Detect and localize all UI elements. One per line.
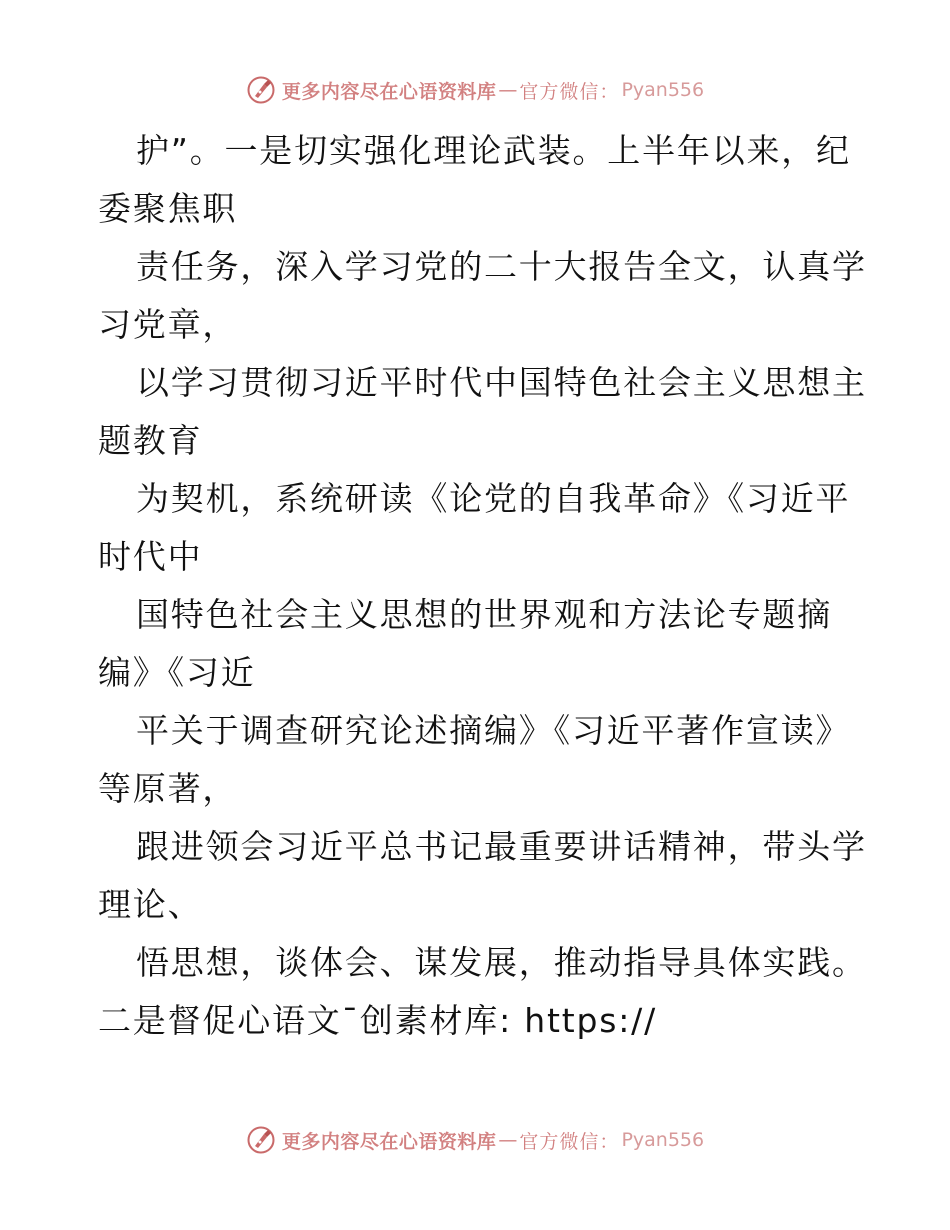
pen-nib-circle-icon [246, 1125, 276, 1155]
watermark-header [0, 70, 950, 110]
text-line: 理论、 [98, 885, 203, 924]
watermark-wechat-id: Pyan556 [621, 1129, 705, 1151]
text-line: 二是督促心语文¯创素材库: https:// [98, 1001, 657, 1040]
watermark-text: 更多内容尽在心语资料库 [281, 1130, 497, 1153]
text-line: 护”。一是切实强化理论武装。上半年以来，纪 [136, 131, 851, 170]
watermark-text: 更多内容尽在心语资料库 [281, 80, 497, 103]
body-text [98, 122, 867, 1050]
text-line: 委聚焦职 [98, 189, 238, 228]
text-line: 国特色社会主义思想的世界观和方法论专题摘 [136, 595, 832, 634]
text-line: 责任务，深入学习党的二十大报告全文，认真学 [136, 247, 867, 286]
watermark-wechat-label: 官方微信： [519, 80, 620, 103]
watermark-dash: — [498, 79, 518, 101]
text-line: 编》《习近 [98, 653, 256, 692]
watermark-dash: — [498, 1129, 518, 1151]
text-line: 跟进领会习近平总书记最重要讲话精神，带头学 [136, 827, 867, 866]
text-line: 以学习贯彻习近平时代中国特色社会主义思想主 [136, 363, 867, 402]
text-line: 题教育 [98, 421, 203, 460]
watermark-wechat-id: Pyan556 [621, 79, 705, 101]
text-line: 时代中 [98, 537, 203, 576]
text-line: 为契机，系统研读《论党的自我革命》《习近平 [136, 479, 851, 518]
text-line: 习党章， [98, 305, 238, 344]
text-line: 等原著， [98, 769, 238, 808]
watermark-wechat-label: 官方微信： [519, 1130, 620, 1153]
text-line: 平关于调查研究论述摘编》《习近平著作宣读》 [136, 711, 851, 750]
watermark-footer [0, 1120, 950, 1160]
pen-nib-circle-icon [246, 75, 276, 105]
text-line: 悟思想，谈体会、谋发展，推动指导具体实践。 [136, 943, 867, 982]
